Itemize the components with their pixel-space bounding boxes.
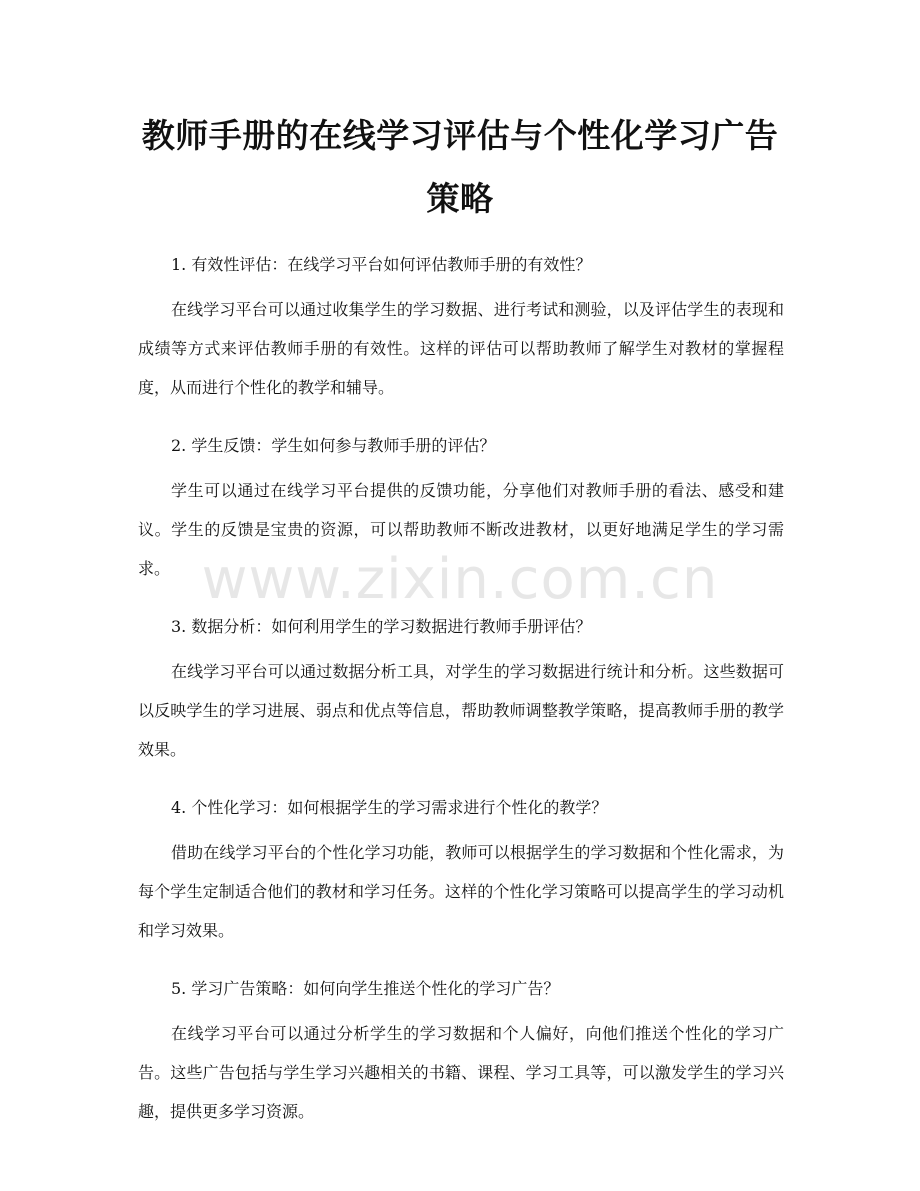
section-heading: 5. 学习广告策略：如何向学生推送个性化的学习广告？ xyxy=(171,979,560,998)
section-paragraph: 学生可以通过在线学习平台提供的反馈功能，分享他们对教师手册的看法、感受和建议。学生的反馈是宝贵的资源，可以帮助教师不断改进教材，以更好地满足学生的学习需求。 xyxy=(138,481,784,578)
section-2 xyxy=(138,427,784,588)
section-paragraph: 借助在线学习平台的个性化学习功能，教师可以根据学生的学习数据和个性化需求，为每个学生定制适合他们的教材和学习任务。这样的个性化学习策略可以提高学生的学习动机和学习效果。 xyxy=(138,843,784,940)
document-title: 教师手册的在线学习评估与个性化学习广告策略 xyxy=(141,116,779,218)
section-1 xyxy=(138,246,784,407)
section-heading: 2. 学生反馈：学生如何参与教师手册的评估？ xyxy=(171,436,496,455)
section-3 xyxy=(138,608,784,769)
section-paragraph: 在线学习平台可以通过分析学生的学习数据和个人偏好，向他们推送个性化的学习广告。这些广告包括与学生学习兴趣相关的书籍、课程、学习工具等，可以激发学生的学习兴趣，提供更多学习资源。 xyxy=(138,1024,784,1121)
section-paragraph: 在线学习平台可以通过数据分析工具，对学生的学习数据进行统计和分析。这些数据可以反映学生的学习进展、弱点和优点等信息，帮助教师调整教学策略，提高教师手册的教学效果。 xyxy=(138,662,784,759)
section-5 xyxy=(138,970,784,1131)
document-body xyxy=(138,246,784,1151)
watermark: www.zixin.com.cn xyxy=(201,547,719,612)
section-4 xyxy=(138,789,784,950)
section-heading: 1. 有效性评估：在线学习平台如何评估教师手册的有效性？ xyxy=(171,255,592,274)
section-paragraph: 在线学习平台可以通过收集学生的学习数据、进行考试和测验，以及评估学生的表现和成绩等方式来评估教师手册的有效性。这样的评估可以帮助教师了解学生对教材的掌握程度，从而进行个性化的教学和辅导。 xyxy=(138,300,784,397)
section-heading: 4. 个性化学习：如何根据学生的学习需求进行个性化的教学？ xyxy=(171,798,608,817)
section-heading: 3. 数据分析：如何利用学生的学习数据进行教师手册评估？ xyxy=(171,617,592,636)
